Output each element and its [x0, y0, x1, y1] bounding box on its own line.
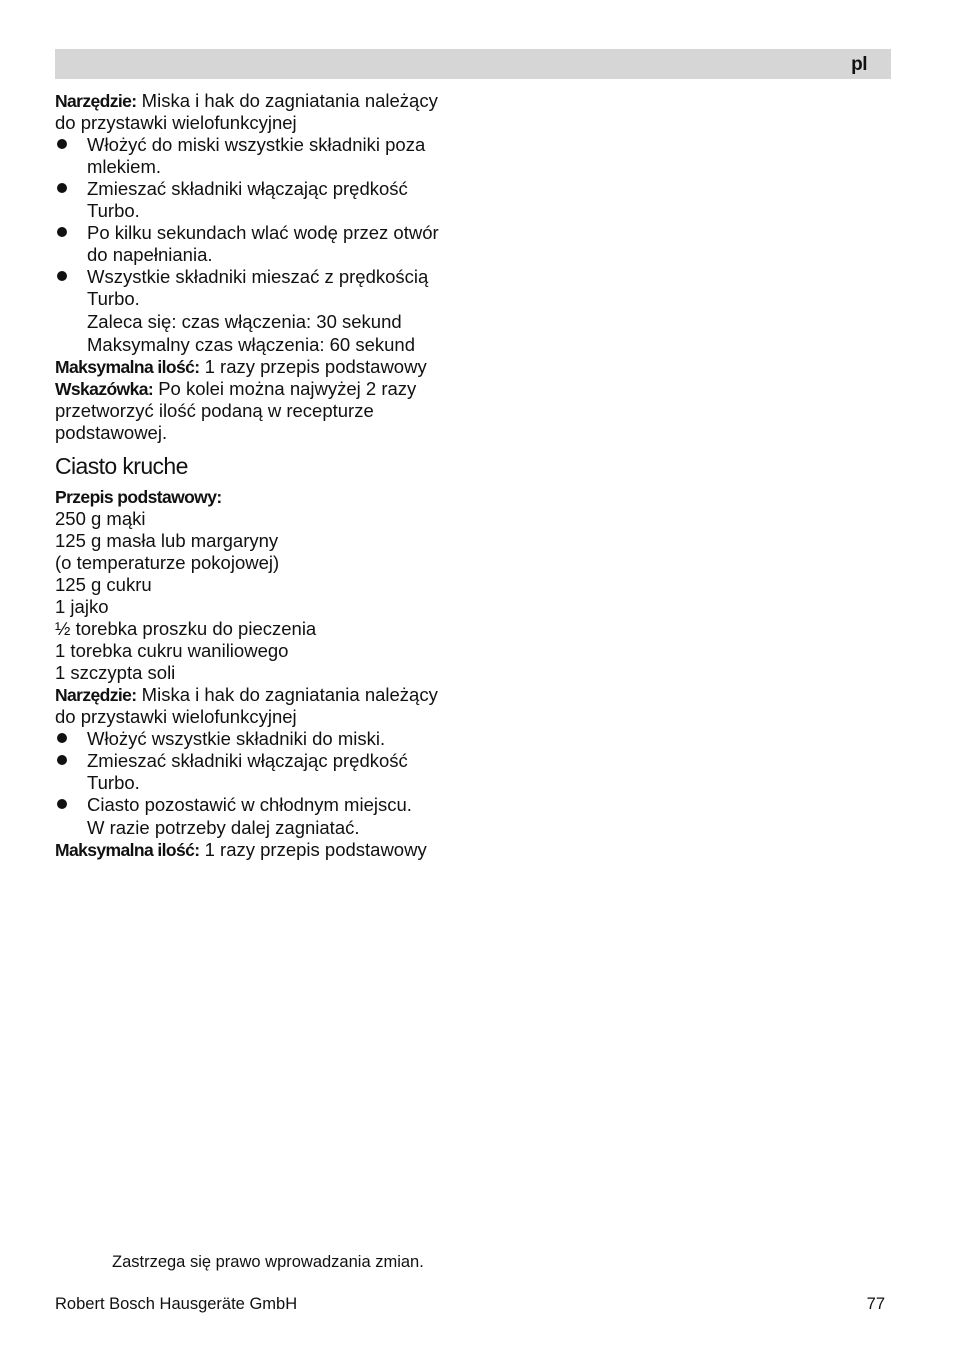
content-column — [55, 90, 475, 861]
list-item-text: do napełniania. — [87, 244, 213, 265]
ingredient: 1 szczypta soli — [55, 662, 176, 683]
list-item — [55, 728, 475, 750]
list-item-text: Wszystkie składniki mieszać z prędkością — [87, 266, 429, 287]
list-item — [55, 794, 475, 816]
tool-text-cont: do przystawki wielofunkcyjnej — [55, 112, 297, 133]
bullet-icon — [57, 733, 67, 743]
tool-text: Miska i hak do zagniatania należący — [141, 684, 438, 705]
tip-text: Po kolei można najwyżej 2 razy — [158, 378, 417, 399]
ingredient: 125 g cukru — [55, 574, 152, 595]
max-amount-text: 1 razy przepis podstawowy — [204, 356, 427, 377]
ingredient: 250 g mąki — [55, 508, 146, 529]
list-item — [55, 750, 475, 794]
list-item-text: Po kilku sekundach wlać wodę przez otwór — [87, 222, 439, 243]
footer-note: Zastrzega się prawo wprowadzania zmian. — [112, 1253, 424, 1271]
list-item-text: Turbo. — [87, 200, 140, 221]
list-item — [55, 266, 475, 310]
tool-line — [55, 90, 475, 112]
bullet-icon — [57, 227, 67, 237]
recipe-label: Przepis podstawowy: — [55, 487, 222, 507]
tip-text-cont: podstawowej. — [55, 422, 168, 443]
max-amount-label: Maksymalna ilość: — [55, 840, 200, 860]
list-item-text: Zmieszać składniki włączając prędkość — [87, 178, 408, 199]
tool-text-cont: do przystawki wielofunkcyjnej — [55, 706, 297, 727]
list-item-text: Turbo. — [87, 288, 140, 309]
list-item-text: Zmieszać składniki włączając prędkość — [87, 750, 408, 771]
max-amount-line — [55, 839, 475, 861]
list-item — [55, 222, 475, 266]
note-line: W razie potrzeby dalej zagniatać. — [87, 817, 360, 838]
max-amount-label: Maksymalna ilość: — [55, 357, 200, 377]
bullet-icon — [57, 755, 67, 765]
ingredient: ½ torebka proszku do pieczenia — [55, 618, 317, 639]
bullet-icon — [57, 799, 67, 809]
note-line: Maksymalny czas włączenia: 60 sekund — [87, 334, 416, 355]
section-heading: Ciasto kruche — [55, 453, 188, 479]
list-item-text: Włożyć do miski wszystkie składniki poza — [87, 134, 426, 155]
tip-label: Wskazówka: — [55, 379, 154, 399]
header-bar — [55, 49, 891, 79]
max-amount-line — [55, 356, 475, 378]
bullet-icon — [57, 139, 67, 149]
tool-label: Narzędzie: — [55, 685, 137, 705]
list-item-text: Turbo. — [87, 772, 140, 793]
list-item-text: Ciasto pozostawić w chłodnym miejscu. — [87, 794, 412, 815]
ingredient: (o temperaturze pokojowej) — [55, 552, 280, 573]
list-item — [55, 134, 475, 178]
bullet-icon — [57, 183, 67, 193]
note-line: Zaleca się: czas włączenia: 30 sekund — [87, 311, 402, 332]
ingredient: 1 jajko — [55, 596, 109, 617]
bullet-icon — [57, 271, 67, 281]
list-item-text: mlekiem. — [87, 156, 162, 177]
ingredient: 1 torebka cukru waniliowego — [55, 640, 289, 661]
tool-text: Miska i hak do zagniatania należący — [141, 90, 438, 111]
ingredient: 125 g masła lub margaryny — [55, 530, 279, 551]
language-code: pl — [851, 54, 867, 75]
tip-text-cont: przetworzyć ilość podaną w recepturze — [55, 400, 374, 421]
tool-line — [55, 684, 475, 706]
page-number: 77 — [866, 1295, 885, 1313]
company-name: Robert Bosch Hausgeräte GmbH — [55, 1295, 298, 1313]
tip-line — [55, 378, 475, 400]
list-item — [55, 178, 475, 222]
list-item-text: Włożyć wszystkie składniki do miski. — [87, 728, 386, 749]
tool-label: Narzędzie: — [55, 91, 137, 111]
max-amount-text: 1 razy przepis podstawowy — [204, 839, 427, 860]
